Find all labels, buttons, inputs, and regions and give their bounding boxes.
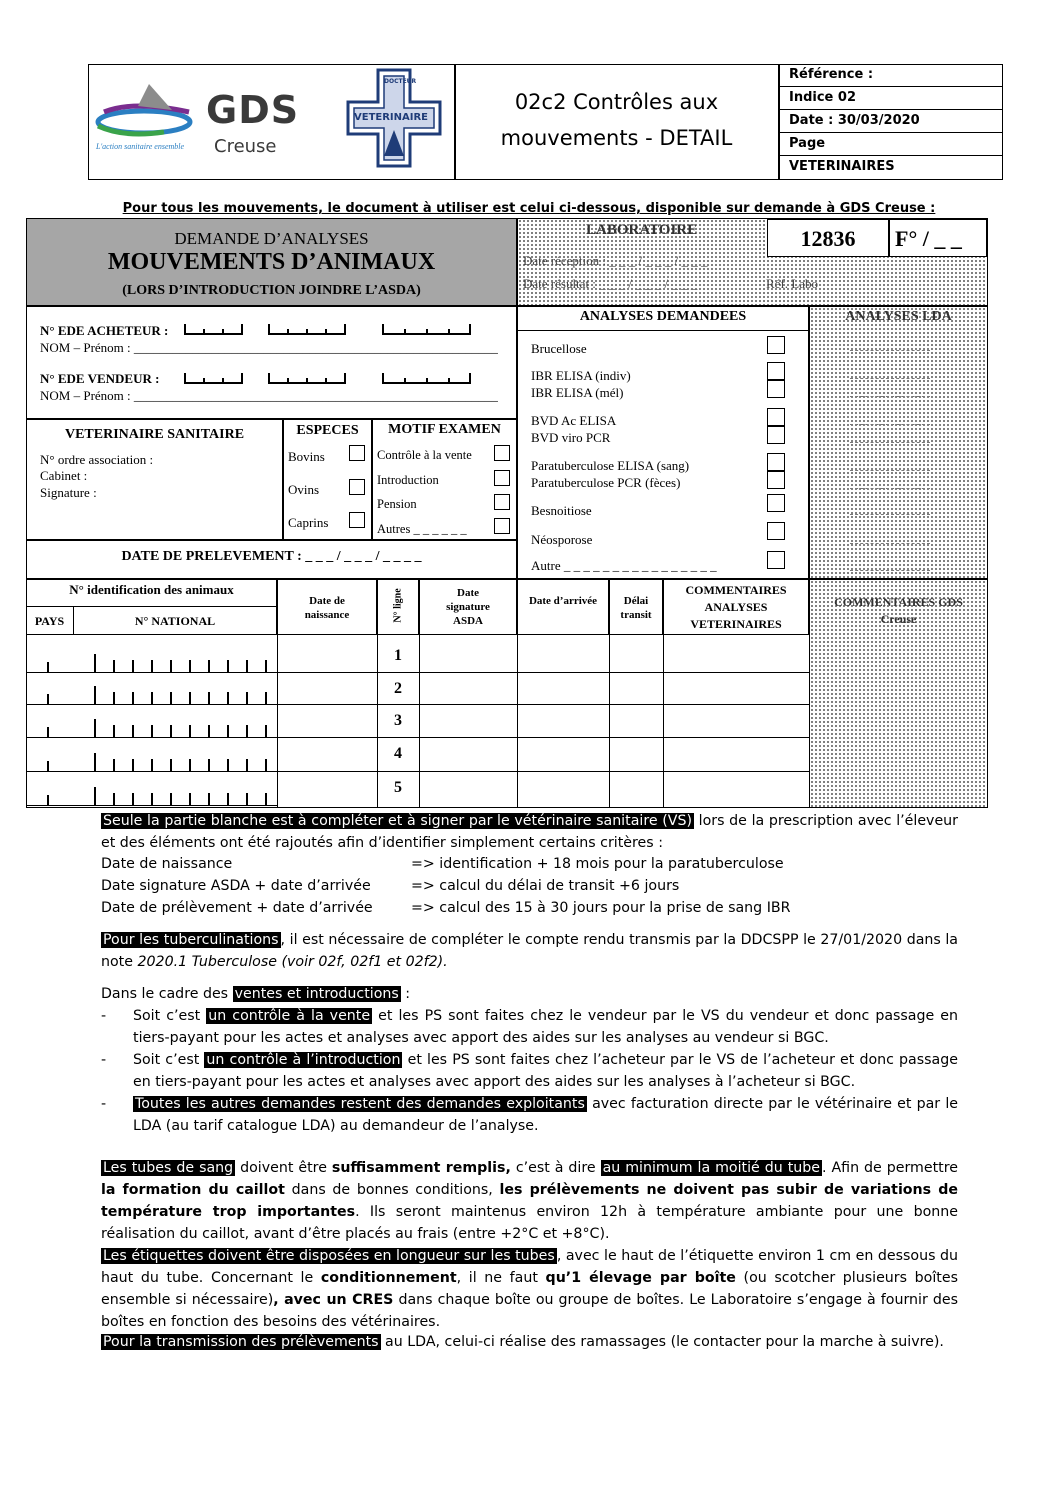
analyse-brucellose: Brucellose (531, 341, 587, 356)
espece-caprins-checkbox[interactable] (349, 512, 365, 528)
analyse-bvd-elisa-checkbox[interactable] (767, 408, 785, 426)
bullet-vente-text: et les PS sont faites chez le vendeur par le VS du vendeur et donc passage en tiers-payant pour les actes et analyses avec apport des aides sur les analyses au vendeur si BGC. (133, 1008, 958, 1046)
note-etiquettes-text: (ou scotcher plusieurs boîtes ensemble si nécessaire) (101, 1270, 958, 1308)
bullet-dash: - (101, 1052, 107, 1068)
analyse-brucellose-checkbox[interactable] (767, 336, 785, 354)
analyse-paratub-pcr: Paratuberculose PCR (fèces) (531, 475, 681, 490)
row-number: 5 (394, 779, 402, 796)
form-title-2: MOUVEMENTS D’ANIMAUX (107, 249, 436, 275)
note-etiquettes (101, 1245, 958, 1333)
espece-caprins-label: Caprins (288, 515, 329, 530)
ref-labo: Réf. Labo (766, 276, 818, 291)
note-tubes-bold: suffisamment remplis, (331, 1160, 511, 1176)
motif-introduction-checkbox[interactable] (494, 470, 510, 486)
meta-page: Page (789, 136, 826, 151)
analyse-autre: Autre _ _ _ _ _ _ _ _ _ _ _ _ _ _ _ _ (531, 558, 717, 573)
table-row[interactable] (26, 704, 809, 737)
motif-pension-checkbox[interactable] (494, 494, 510, 510)
especes-title: ESPECES (296, 423, 359, 438)
note-tubes-highlight: Les tubes de sang (103, 1160, 234, 1176)
analyse-bvd-elisa: BVD Ac ELISA (531, 413, 617, 428)
th-no-ligne-label: N° ligne (392, 588, 404, 623)
note-ventes-intro (101, 983, 958, 1005)
note-tuberculinations-ref: 2020.1 Tuberculose (voir 02f, 02f1 et 02f2). (137, 954, 448, 970)
bullet-introduction-pre: Soit c’est (133, 1052, 205, 1068)
espece-bovins-checkbox[interactable] (349, 445, 365, 461)
th-date-arrivee-label: Date d’arrivée (528, 595, 598, 607)
th-commentaires-gds-label: COMMENTAIRES GDS Creuse (834, 595, 963, 626)
note-tubes (101, 1157, 958, 1245)
date-resultat: Date résultat : _ _ _ / _ _ _ / _ _ _ (523, 276, 698, 291)
gds-tagline: L'action sanitaire ensemble (96, 142, 185, 151)
note-ventes-highlight: ventes et introductions (234, 986, 399, 1002)
note-transmission-text: au LDA, celui-ci réalise des ramassages (le contacter pour la marche à suivre). (380, 1334, 944, 1350)
note-etiquettes-bold: , avec un CRES (273, 1292, 394, 1308)
vet-line-ordre: N° ordre association : (40, 452, 154, 467)
meta-table (779, 64, 1003, 180)
doc-title-line1: 02c2 Contrôles aux (514, 90, 719, 114)
form-title-1: DEMANDE D’ANALYSES (174, 229, 369, 248)
intro-text: Pour tous les mouvements, le document à utiliser est celui ci-dessous, disponible sur demande à GDS Creuse : (122, 201, 936, 216)
th-national: N° NATIONAL (134, 614, 216, 628)
table-row[interactable] (26, 771, 809, 807)
th-date-naissance-label: Date de naissance (304, 595, 350, 621)
vet-line-signature: Signature : (40, 485, 97, 500)
row-number: 1 (394, 647, 402, 664)
table-row[interactable] (26, 672, 809, 704)
ede-vendeur-nom: NOM – Prénom : ________________________________________________________ (40, 388, 498, 403)
meta-reference: Référence : (789, 67, 874, 82)
motif-introduction-label: Introduction (377, 473, 439, 487)
row-number: 4 (394, 745, 402, 762)
form-title-3: (LORS D’INTRODUCTION JOINDRE L’ASDA) (122, 283, 421, 298)
analyse-bvd-pcr-checkbox[interactable] (767, 426, 785, 444)
gds-swoosh-icon (94, 82, 206, 142)
lab-label: LABORATOIRE (586, 222, 698, 238)
note-partie-blanche (101, 810, 958, 854)
ede-vendeur-label: N° EDE VENDEUR : (40, 371, 160, 386)
meta-audience: VETERINAIRES (789, 159, 895, 174)
bullet-autres (133, 1093, 958, 1137)
note-transmission (101, 1331, 958, 1353)
meta-indice: Indice 02 (789, 90, 856, 105)
analyses-lda-title: ANALYSES LDA (845, 309, 952, 324)
analyse-autre-checkbox[interactable] (767, 551, 785, 569)
note-transmission-highlight: Pour la transmission des prélèvements (103, 1334, 379, 1350)
analyse-neosporose-checkbox[interactable] (767, 522, 785, 540)
lab-f: F° / _ _ (895, 226, 962, 251)
note-tubes-bold: les prélèvements ne doivent pas subir de variations de température trop importantes (101, 1182, 959, 1220)
ede-acheteur-label: N° EDE ACHETEUR : (40, 323, 169, 338)
analyse-ibr-mel: IBR ELISA (mél) (531, 385, 624, 400)
motif-title: MOTIF EXAMEN (388, 422, 501, 437)
th-commentaires-vet-label: COMMENTAIRES ANALYSES VETERINAIRES (685, 583, 787, 631)
th-date-signature-label: Date signature ASDA (446, 587, 490, 627)
vet-logo (346, 68, 442, 168)
table-row[interactable] (26, 737, 809, 771)
note-tubes-highlight-2: au minimum la moitié du tube (602, 1160, 820, 1176)
motif-autres-label: Autres _ _ _ _ _ _ (377, 522, 467, 536)
analyse-ibr-mel-checkbox[interactable] (767, 380, 785, 398)
espece-bovins-label: Bovins (288, 449, 325, 464)
analyse-neosporose: Néosporose (531, 532, 593, 547)
motif-autres-checkbox[interactable] (494, 518, 510, 534)
vet-logo-word: VETERINAIRE (354, 112, 429, 123)
note-tuberculinations-highlight: Pour les tuberculinations (103, 932, 279, 948)
note-etiquettes-text: , il ne faut (456, 1270, 546, 1286)
vet-line-cabinet: Cabinet : (40, 468, 88, 483)
bullet-vente-highlight: un contrôle à la vente (208, 1008, 371, 1024)
note-etiquettes-bold: qu’1 élevage par boîte (545, 1270, 736, 1286)
analyse-bvd-pcr: BVD viro PCR (531, 430, 611, 445)
note-tubes-text: c’est à dire (510, 1160, 601, 1176)
bullet-vente (133, 1005, 958, 1049)
table-row[interactable] (26, 635, 809, 672)
criteria-value: => identification + 18 mois pour la paratuberculose (411, 856, 784, 872)
bullet-autres-text: avec facturation directe par le vétérinaire et par le LDA (au tarif catalogue LDA) au demandeur de l’analyse. (133, 1096, 958, 1134)
analyse-paratub-pcr-checkbox[interactable] (767, 471, 785, 489)
bullet-introduction (133, 1049, 958, 1093)
note-tubes-text: . Afin de permettre (821, 1160, 958, 1176)
note-etiquettes-highlight: Les étiquettes doivent être disposées en longueur sur les tubes (103, 1248, 555, 1264)
bullet-introduction-highlight: un contrôle à l’introduction (206, 1052, 401, 1068)
bullet-autres-highlight: Toutes les autres demandes restent des demandes exploitants (135, 1096, 585, 1112)
note-tubes-text: . Ils seront maintenus environ 12h à température ambiante pour une bonne réalisation du caillot, avant d’être placés au frais (entre +2°C et +8°C). (101, 1204, 958, 1242)
doc-title-line2: mouvements - DETAIL (500, 126, 733, 150)
note-etiquettes-bold: conditionnement (320, 1270, 457, 1286)
row-number: 3 (394, 712, 402, 729)
analyses-title: ANALYSES DEMANDEES (579, 309, 747, 324)
th-identification-label: N° identification des animaux (69, 582, 234, 597)
bullet-dash: - (101, 1008, 107, 1024)
note-tubes-text: doivent être (235, 1160, 332, 1176)
note-ventes-post: : (400, 986, 411, 1002)
meta-date: Date : 30/03/2020 (789, 113, 920, 128)
analyse-paratub-elisa: Paratuberculose ELISA (sang) (531, 458, 690, 473)
criteria-value: => calcul des 15 à 30 jours pour la prise de sang IBR (411, 900, 791, 916)
analyse-ibr-indiv-checkbox[interactable] (767, 362, 785, 380)
analyse-besnoitiose-checkbox[interactable] (767, 494, 785, 512)
date-reception: Date réception : _ _ _ / _ _ _ / _ _ _ (523, 253, 708, 268)
note-partie-blanche-highlight: Seule la partie blanche est à compléter et à signer par le vétérinaire sanitaire (VS) (103, 813, 693, 829)
gds-logo-text: GDS (206, 88, 300, 132)
note-etiquettes-text: , avec le haut de l’étiquette environ 1 cm en dessous du haut du tube. Concernant le (101, 1248, 958, 1286)
espece-ovins-checkbox[interactable] (349, 479, 365, 495)
vet-title: VETERINAIRE SANITAIRE (64, 427, 245, 442)
analyse-ibr-indiv: IBR ELISA (indiv) (531, 368, 631, 383)
bullet-dash: - (101, 1096, 107, 1112)
criteria-list (101, 853, 958, 919)
criteria-value: => calcul du délai de transit +6 jours (411, 878, 680, 894)
note-tuberculinations (101, 929, 958, 973)
analyse-paratub-elisa-checkbox[interactable] (767, 453, 785, 471)
analyse-besnoitiose: Besnoitiose (531, 503, 592, 518)
note-tubes-text: dans de bonnes conditions, (284, 1182, 500, 1198)
bullet-introduction-text: et les PS sont faites chez l’acheteur par le VS de l’acheteur et donc passage en tiers-payant pour les actes et analyses avec apport des aides sur les analyses à l’acheteur si BGC. (133, 1052, 958, 1090)
note-tubes-bold: la formation du caillot (101, 1182, 285, 1198)
lab-number: 12836 (800, 226, 856, 251)
header-divider-1 (454, 64, 456, 180)
note-partie-blanche-text: lors de la prescription avec l’éleveur et des éléments ont été rajoutés afin d’identifier simplement certains critères : (101, 813, 958, 851)
th-delai-label: Délai transit (620, 595, 652, 621)
gds-logo (94, 78, 324, 166)
note-tuberculinations-text: , il est nécessaire de compléter le compte rendu transmis par la DDCSPP le 27/01/2020 dans la note (101, 932, 958, 970)
espece-ovins-label: Ovins (288, 482, 320, 497)
vet-logo-top: DOCTEUR (384, 78, 417, 85)
criteria-label: Date de naissance (101, 856, 233, 872)
ede-acheteur-nom: NOM – Prénom : ________________________________________________________ (40, 340, 498, 355)
motif-vente-checkbox[interactable] (494, 445, 510, 461)
row-number: 2 (394, 680, 402, 697)
motif-pension-label: Pension (377, 497, 417, 511)
th-pays: PAYS (34, 614, 65, 628)
criteria-label: Date de prélèvement + date d’arrivée (101, 900, 373, 916)
note-ventes-pre: Dans le cadre des (101, 986, 233, 1002)
motif-vente-label: Contrôle à la vente (377, 448, 472, 462)
note-etiquettes-text: dans chaque boîte ou groupe de boîtes. Le Laboratoire s’engage à fournir des boîtes en fonction des besoins des vétérinaires. (101, 1292, 958, 1330)
date-prelevement[interactable]: DATE DE PRELEVEMENT : _ _ _ / _ _ _ / _ _ _ _ (121, 549, 422, 564)
criteria-label: Date signature ASDA + date d’arrivée (101, 878, 371, 894)
bullet-vente-pre: Soit c’est (133, 1008, 207, 1024)
gds-logo-sub: Creuse (214, 136, 277, 157)
